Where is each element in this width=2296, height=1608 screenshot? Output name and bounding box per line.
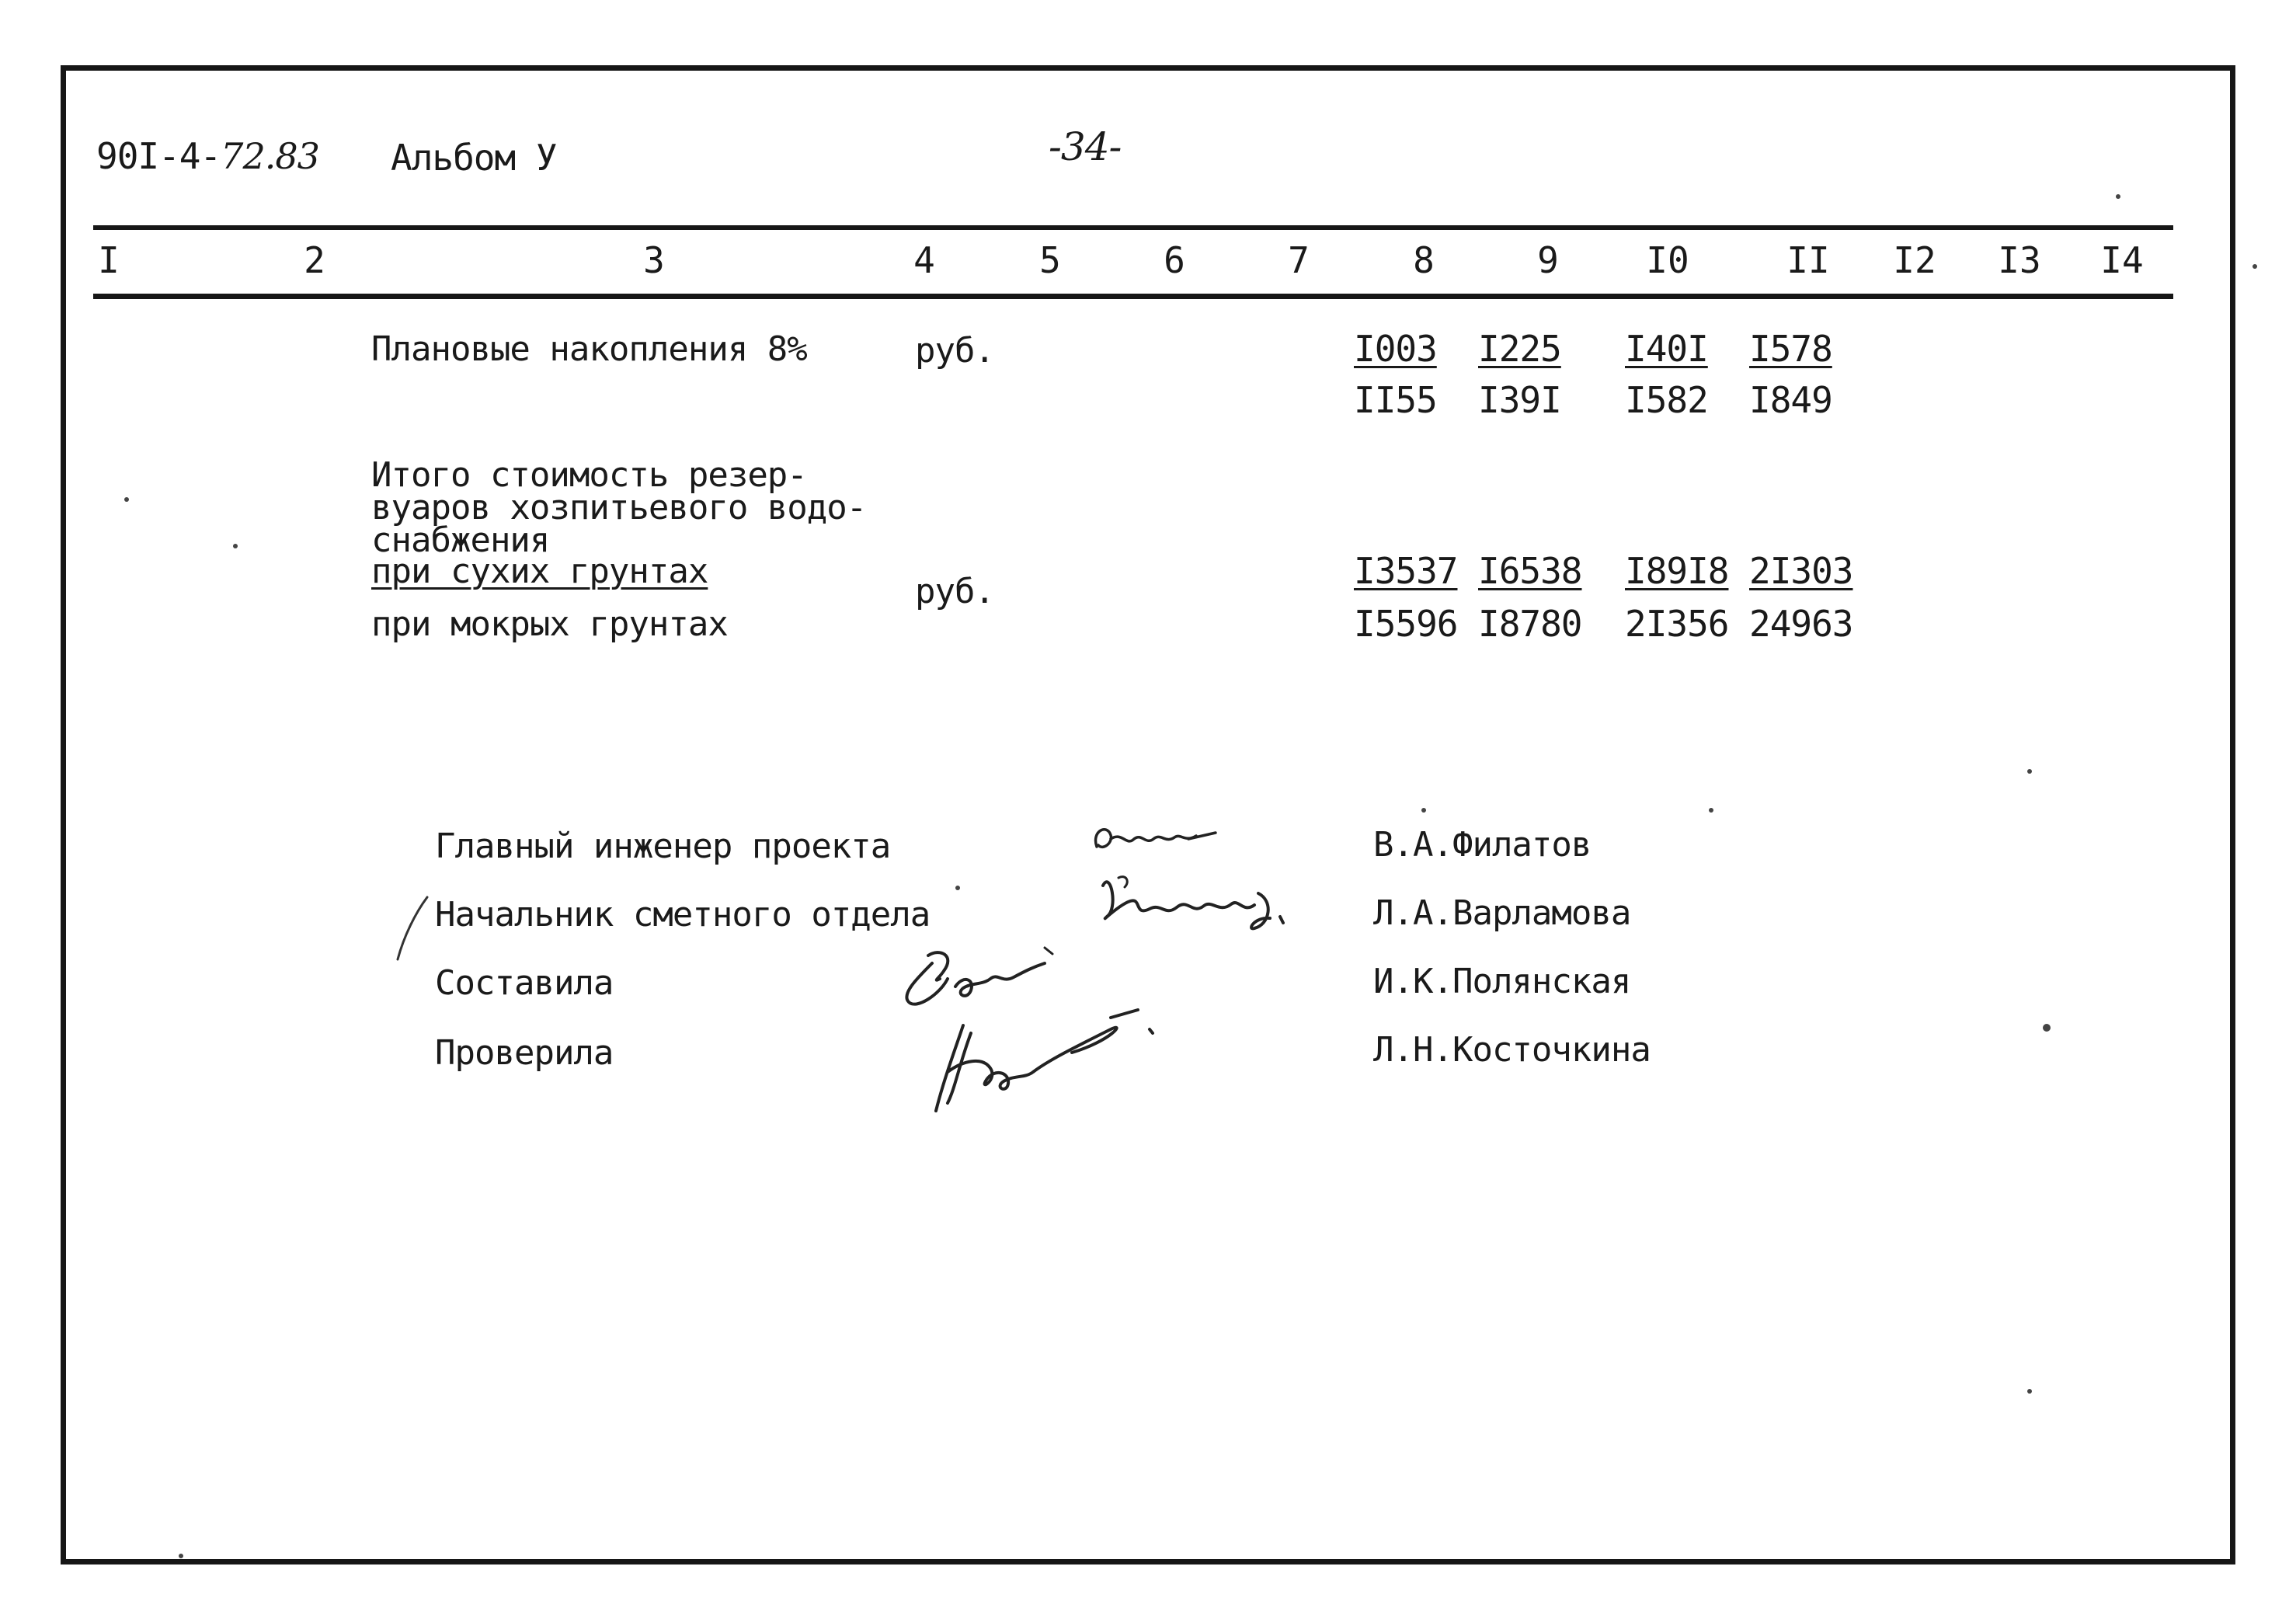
signature-position: Начальник сметного отдела bbox=[435, 895, 931, 935]
total-dry-label: при сухих грунтах bbox=[371, 552, 708, 591]
signature-name: И.К.Полянская bbox=[1373, 962, 1631, 1001]
total-value-top: I3537 bbox=[1354, 550, 1458, 592]
savings-value-top: I225 bbox=[1478, 328, 1561, 370]
column-number: 7 bbox=[1288, 239, 1310, 281]
column-number: I2 bbox=[1893, 239, 1936, 281]
column-number: 2 bbox=[304, 239, 325, 281]
signature-name: В.А.Филатов bbox=[1373, 825, 1592, 865]
savings-value-bottom: II55 bbox=[1354, 379, 1437, 421]
column-number: I3 bbox=[1998, 239, 2041, 281]
signature-position: Составила bbox=[435, 963, 614, 1003]
header-rule-bottom bbox=[93, 294, 2173, 299]
total-label-line: Итого стоимость резер- bbox=[371, 455, 807, 495]
total-unit: руб. bbox=[915, 572, 994, 611]
savings-value-top: I40I bbox=[1625, 328, 1708, 370]
doc-code-suffix: 72.83 bbox=[221, 135, 319, 177]
savings-value-top: I003 bbox=[1354, 328, 1437, 370]
signature-name: Л.А.Варламова bbox=[1373, 893, 1631, 933]
header-rule-top bbox=[93, 225, 2173, 230]
page-frame bbox=[61, 65, 2235, 1564]
column-number: I0 bbox=[1646, 239, 1689, 281]
signature-position: Проверила bbox=[435, 1033, 614, 1073]
column-number: 3 bbox=[643, 239, 665, 281]
column-number: 6 bbox=[1164, 239, 1185, 281]
total-value-bottom: 2I356 bbox=[1625, 603, 1729, 645]
column-number: 9 bbox=[1537, 239, 1559, 281]
savings-unit: руб. bbox=[915, 331, 994, 371]
column-number: 8 bbox=[1413, 239, 1435, 281]
album-label: Альбом У bbox=[391, 137, 557, 179]
column-number: 4 bbox=[913, 239, 935, 281]
total-value-bottom: I8780 bbox=[1478, 603, 1582, 645]
savings-value-bottom: I849 bbox=[1749, 379, 1832, 421]
savings-label: Плановые накопления 8% bbox=[371, 329, 807, 369]
savings-value-top: I578 bbox=[1749, 328, 1832, 370]
savings-value-bottom: I582 bbox=[1625, 379, 1708, 421]
signature-name: Л.Н.Косточкина bbox=[1373, 1030, 1651, 1070]
total-value-top: 2I303 bbox=[1749, 550, 1853, 592]
total-value-top: I6538 bbox=[1478, 550, 1582, 592]
page-number: -34- bbox=[1049, 124, 1122, 169]
column-number: II bbox=[1786, 239, 1830, 281]
column-number: I bbox=[98, 239, 120, 281]
total-value-bottom: 24963 bbox=[1749, 603, 1853, 645]
margin-mark bbox=[388, 893, 435, 963]
total-value-bottom: I5596 bbox=[1354, 603, 1458, 645]
doc-code bbox=[96, 135, 319, 177]
column-number: 5 bbox=[1039, 239, 1061, 281]
total-wet-label: при мокрых грунтах bbox=[371, 604, 728, 644]
total-label-line: снабжения bbox=[371, 520, 550, 560]
total-value-top: I89I8 bbox=[1625, 550, 1729, 592]
savings-value-bottom: I39I bbox=[1478, 379, 1561, 421]
total-label-line: вуаров хозпитьевого водо- bbox=[371, 488, 867, 527]
signature-position: Главный инженер проекта bbox=[435, 827, 891, 866]
handwritten-signature bbox=[917, 987, 1212, 1119]
doc-code-prefix: 90I-4- bbox=[96, 135, 221, 177]
column-number: I4 bbox=[2100, 239, 2144, 281]
handwritten-signature bbox=[1087, 862, 1320, 948]
